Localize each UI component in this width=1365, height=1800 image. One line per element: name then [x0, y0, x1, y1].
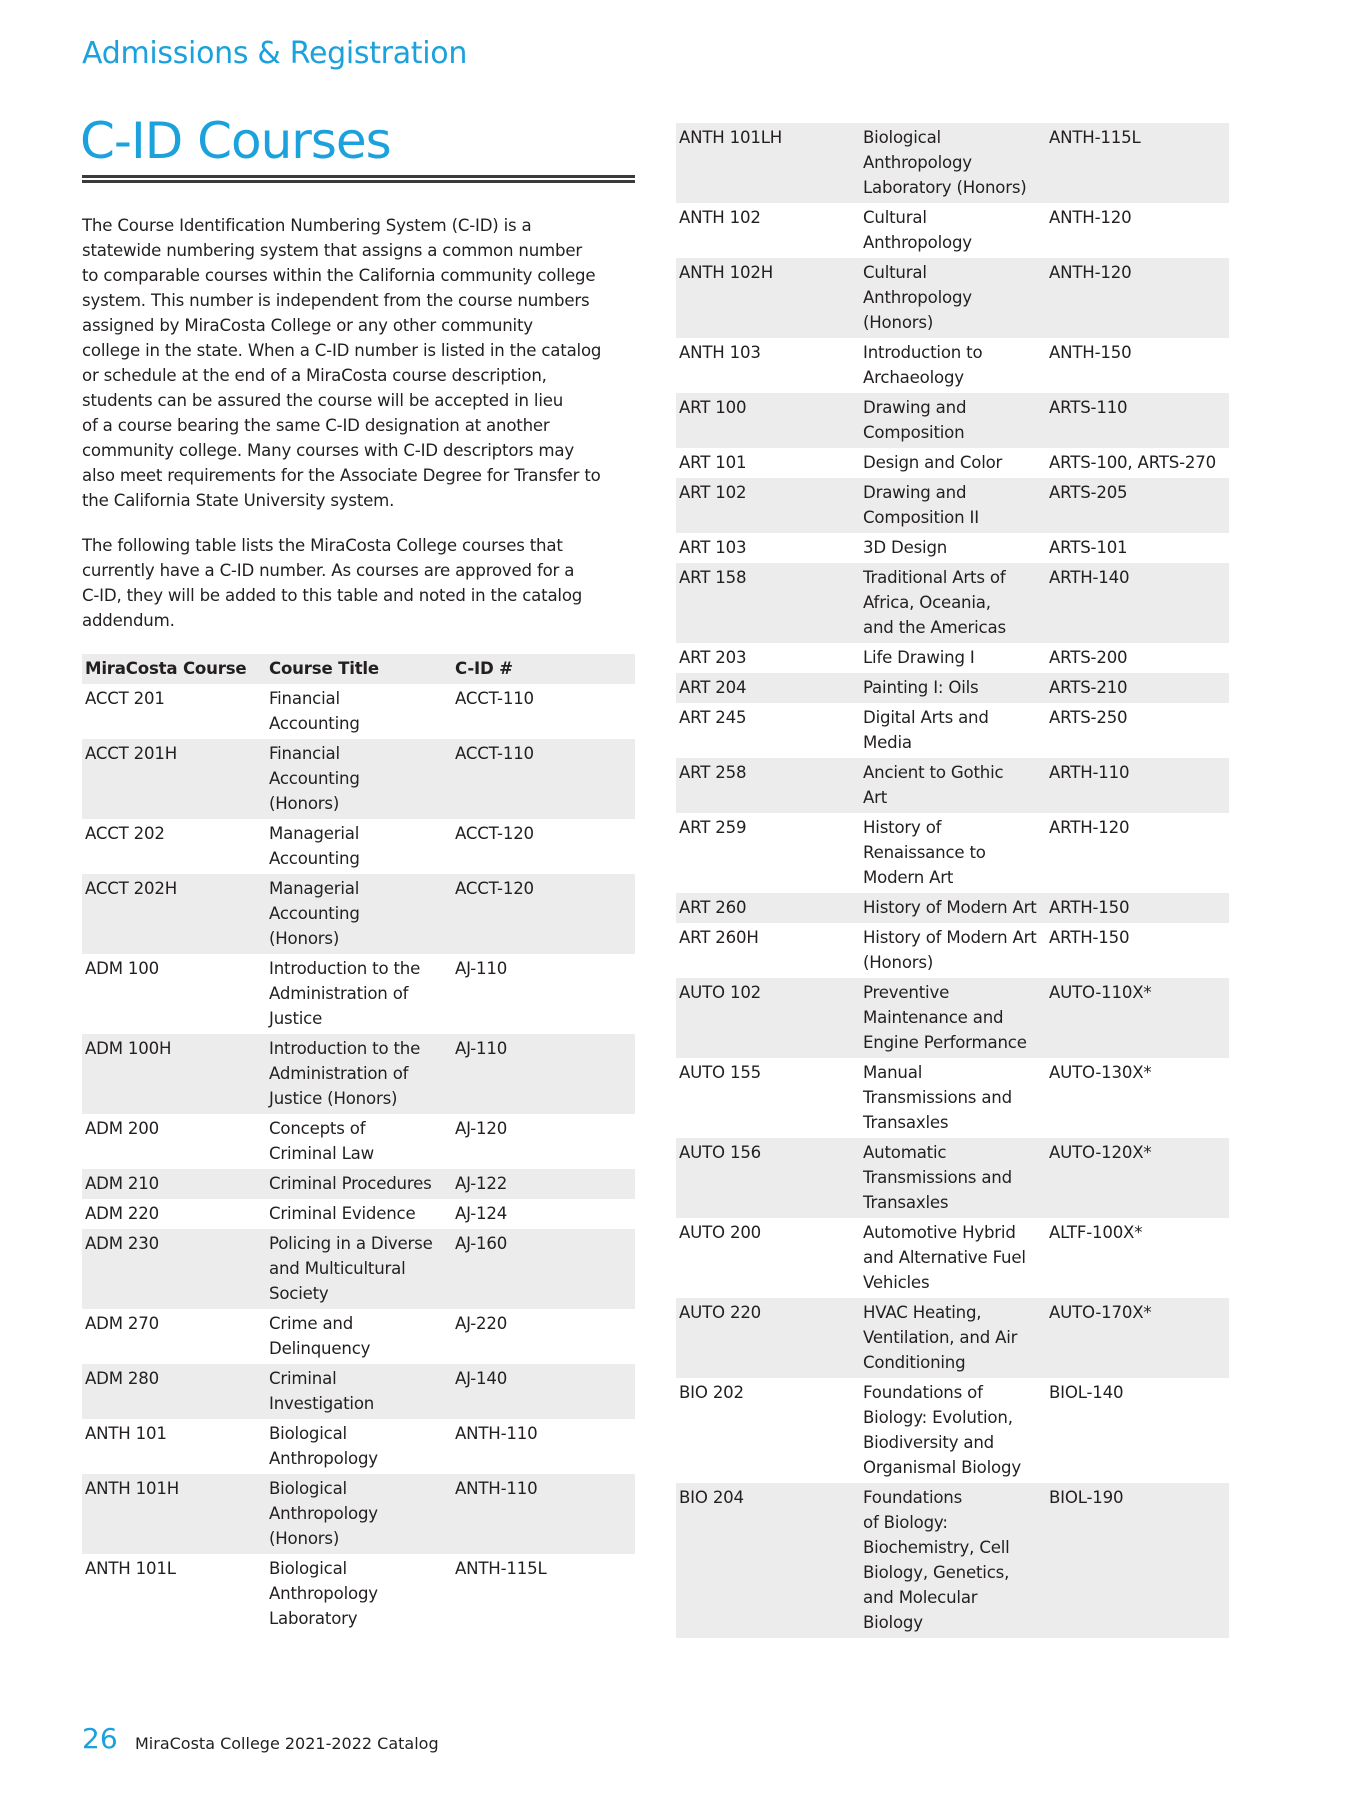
- course-code: ART 100: [679, 398, 747, 417]
- cid-number: ARTS-101: [1049, 538, 1128, 557]
- cid-number: ANTH-115L: [455, 1559, 547, 1578]
- table-row: [676, 1218, 1229, 1298]
- cid-number: ARTS-250: [1049, 708, 1128, 727]
- section-header: Admissions & Registration: [82, 36, 468, 71]
- course-code: ADM 100: [85, 959, 159, 978]
- cid-number: ANTH-110: [455, 1479, 538, 1498]
- course-code: BIO 202: [679, 1383, 744, 1402]
- cid-number: AJ-124: [455, 1204, 508, 1223]
- cid-number: ANTH-115L: [1049, 128, 1141, 147]
- table-row: [676, 1483, 1229, 1638]
- cid-number: AUTO-110X*: [1049, 983, 1152, 1002]
- course-code: ANTH 101: [85, 1424, 167, 1443]
- cid-table-right: [676, 123, 1229, 1638]
- cid-number: AJ-110: [455, 1039, 508, 1058]
- cid-number: AUTO-120X*: [1049, 1143, 1152, 1162]
- course-title: Drawing and Composition II: [863, 483, 979, 527]
- course-code: ADM 200: [85, 1119, 159, 1138]
- cid-number: ARTH-110: [1049, 763, 1130, 782]
- title-rule: [82, 180, 635, 183]
- cid-number: ANTH-120: [1049, 208, 1132, 227]
- course-title: Cultural Anthropology (Honors): [863, 263, 972, 332]
- course-title: Introduction to Archaeology: [863, 343, 983, 387]
- column-header: C-ID #: [455, 659, 513, 678]
- course-code: AUTO 220: [679, 1303, 762, 1322]
- course-code: ART 102: [679, 483, 747, 502]
- cid-number: ARTS-110: [1049, 398, 1128, 417]
- cid-number: ARTS-205: [1049, 483, 1128, 502]
- course-code: ART 260: [679, 898, 747, 917]
- cid-number: ARTS-210: [1049, 678, 1128, 697]
- course-title: Introduction to the Administration of Justice: [269, 959, 421, 1028]
- course-code: ART 260H: [679, 928, 759, 947]
- course-code: ANTH 101L: [85, 1559, 176, 1578]
- course-code: ART 204: [679, 678, 747, 697]
- column-header: MiraCosta Course: [85, 659, 247, 678]
- course-title: Drawing and Composition: [863, 398, 967, 442]
- course-title: HVAC Heating, Ventilation, and Air Conditioning: [863, 1303, 1018, 1372]
- cid-number: AJ-120: [455, 1119, 508, 1138]
- table-row: [676, 258, 1229, 338]
- course-title: Automatic Transmissions and Transaxles: [863, 1143, 1012, 1212]
- table-row: [676, 533, 1229, 563]
- cid-number: AUTO-130X*: [1049, 1063, 1152, 1082]
- cid-number: AJ-140: [455, 1369, 508, 1388]
- course-code: ADM 210: [85, 1174, 159, 1193]
- cid-number: AJ-122: [455, 1174, 508, 1193]
- course-title: Criminal Investigation: [269, 1369, 375, 1413]
- cid-number: BIOL-190: [1049, 1488, 1124, 1507]
- course-code: ACCT 201: [85, 689, 165, 708]
- cid-number: ARTH-150: [1049, 928, 1130, 947]
- course-code: ADM 100H: [85, 1039, 172, 1058]
- cid-number: AJ-110: [455, 959, 508, 978]
- table-row: [82, 684, 635, 739]
- cid-number: AJ-160: [455, 1234, 508, 1253]
- course-code: ART 245: [679, 708, 747, 727]
- table-row: [676, 673, 1229, 703]
- cid-number: ARTH-120: [1049, 818, 1130, 837]
- table-row: [676, 338, 1229, 393]
- table-row: [82, 954, 635, 1034]
- course-title: Foundations of Biology: Biochemistry, Cell Biology, Genetics, and Molecular Biology: [863, 1488, 1010, 1632]
- course-title: Ancient to Gothic Art: [863, 763, 1004, 807]
- table-row: [82, 1364, 635, 1419]
- course-title: Managerial Accounting: [269, 824, 360, 868]
- table-header-row: [82, 654, 635, 684]
- course-title: Criminal Procedures: [269, 1174, 432, 1193]
- table-row: [676, 478, 1229, 533]
- course-title: Policing in a Diverse and Multicultural Society: [269, 1234, 433, 1303]
- course-title: Biological Anthropology Laboratory: [269, 1559, 378, 1628]
- course-title: 3D Design: [863, 538, 948, 557]
- course-title: Financial Accounting: [269, 689, 360, 733]
- cid-number: ACCT-120: [455, 879, 534, 898]
- course-code: ART 158: [679, 568, 747, 587]
- table-row: [676, 563, 1229, 643]
- cid-table-left: [82, 654, 635, 1634]
- intro-paragraph: The Course Identification Numbering System (C-ID) is a statewide numbering system that assigns a common number to comparable courses within the California community college system. This number is independent from the course numbers assigned by MiraCosta College or any other community college in the state. When a C-ID number is listed in the catalog or schedule at the end of a MiraCosta course description, students can be assured the course will be accepted in lieu of a course bearing the same C-ID designation at another community college. Many courses with C-ID descriptors may also meet requirements for the Associate Degree for Transfer to the California State University system.: [82, 216, 602, 510]
- table-row: [82, 739, 635, 819]
- cid-number: ACCT-110: [455, 744, 534, 763]
- cid-number: AUTO-170X*: [1049, 1303, 1152, 1322]
- table-row: [676, 893, 1229, 923]
- course-code: AUTO 155: [679, 1063, 762, 1082]
- cid-number: ANTH-150: [1049, 343, 1132, 362]
- table-row: [676, 1058, 1229, 1138]
- table-row: [676, 203, 1229, 258]
- course-title: Life Drawing I: [863, 648, 975, 667]
- course-code: AUTO 156: [679, 1143, 762, 1162]
- course-title: Crime and Delinquency: [269, 1314, 371, 1358]
- course-title: History of Modern Art (Honors): [863, 928, 1037, 972]
- course-title: Traditional Arts of Africa, Oceania, and the Americas: [863, 568, 1006, 637]
- cid-number: ACCT-120: [455, 824, 534, 843]
- title-rule: [82, 175, 635, 178]
- course-title: Cultural Anthropology: [863, 208, 972, 252]
- table-row: [676, 123, 1229, 203]
- table-row: [676, 758, 1229, 813]
- table-row: [82, 1229, 635, 1309]
- course-code: ADM 230: [85, 1234, 159, 1253]
- course-title: Criminal Evidence: [269, 1204, 416, 1223]
- cid-number: AJ-220: [455, 1314, 508, 1333]
- cid-number: ALTF-100X*: [1049, 1223, 1143, 1242]
- course-title: Biological Anthropology (Honors): [269, 1479, 378, 1548]
- cid-number: ANTH-110: [455, 1424, 538, 1443]
- course-code: ADM 280: [85, 1369, 159, 1388]
- cid-number: ANTH-120: [1049, 263, 1132, 282]
- table-row: [82, 1034, 635, 1114]
- course-title: History of Modern Art: [863, 898, 1037, 917]
- cid-number: ACCT-110: [455, 689, 534, 708]
- table-row: [82, 1199, 635, 1229]
- course-title: Concepts of Criminal Law: [269, 1119, 374, 1163]
- cid-number: BIOL-140: [1049, 1383, 1124, 1402]
- table-row: [82, 1419, 635, 1474]
- footer-catalog: MiraCosta College 2021-2022 Catalog: [135, 1734, 439, 1753]
- column-header: Course Title: [269, 659, 379, 678]
- table-row: [676, 448, 1229, 478]
- course-code: ADM 220: [85, 1204, 159, 1223]
- page-number: 26: [82, 1722, 118, 1755]
- course-title: Introduction to the Administration of Justice (Honors): [269, 1039, 421, 1108]
- course-code: ART 103: [679, 538, 747, 557]
- table-row: [82, 1474, 635, 1554]
- table-row: [676, 923, 1229, 978]
- course-title: Manual Transmissions and Transaxles: [863, 1063, 1012, 1132]
- table-row: [676, 703, 1229, 758]
- course-code: ANTH 101H: [85, 1479, 180, 1498]
- course-code: ACCT 202: [85, 824, 165, 843]
- cid-number: ARTH-140: [1049, 568, 1130, 587]
- course-code: ACCT 202H: [85, 879, 177, 898]
- table-row: [676, 643, 1229, 673]
- cid-number: ARTS-100, ARTS-270: [1049, 453, 1216, 472]
- table-row: [82, 874, 635, 954]
- cid-number: ARTS-200: [1049, 648, 1128, 667]
- course-code: AUTO 102: [679, 983, 762, 1002]
- course-title: Automotive Hybrid and Alternative Fuel Vehicles: [863, 1223, 1026, 1292]
- table-row: [676, 813, 1229, 893]
- course-code: ART 259: [679, 818, 747, 837]
- course-title: Digital Arts and Media: [863, 708, 989, 752]
- course-code: ANTH 103: [679, 343, 761, 362]
- course-code: ART 101: [679, 453, 747, 472]
- page-title: C-ID Courses: [80, 112, 391, 170]
- course-title: Painting I: Oils: [863, 678, 979, 697]
- table-row: [676, 1298, 1229, 1378]
- course-code: AUTO 200: [679, 1223, 762, 1242]
- table-row: [676, 978, 1229, 1058]
- table-row: [82, 1169, 635, 1199]
- course-title: Foundations of Biology: Evolution, Biodiversity and Organismal Biology: [863, 1383, 1021, 1477]
- course-title: Managerial Accounting (Honors): [269, 879, 360, 948]
- course-title: Financial Accounting (Honors): [269, 744, 360, 813]
- table-row: [82, 819, 635, 874]
- course-title: Design and Color: [863, 453, 1003, 472]
- course-code: ART 203: [679, 648, 747, 667]
- intro-paragraph: The following table lists the MiraCosta College courses that currently have a C-ID number. As courses are approved for a C-ID, they will be added to this table and noted in the catalog addendum.: [82, 536, 583, 630]
- course-title: Preventive Maintenance and Engine Performance: [863, 983, 1027, 1052]
- course-code: BIO 204: [679, 1488, 744, 1507]
- course-code: ANTH 101LH: [679, 128, 783, 147]
- course-title: History of Renaissance to Modern Art: [863, 818, 986, 887]
- table-row: [82, 1309, 635, 1364]
- course-code: ADM 270: [85, 1314, 159, 1333]
- course-title: Biological Anthropology Laboratory (Honors): [863, 128, 1027, 197]
- table-row: [82, 1114, 635, 1169]
- table-row: [676, 1138, 1229, 1218]
- course-code: ART 258: [679, 763, 747, 782]
- table-row: [676, 1378, 1229, 1483]
- cid-number: ARTH-150: [1049, 898, 1130, 917]
- table-row: [676, 393, 1229, 448]
- course-code: ANTH 102: [679, 208, 761, 227]
- course-title: Biological Anthropology: [269, 1424, 378, 1468]
- course-code: ANTH 102H: [679, 263, 774, 282]
- course-code: ACCT 201H: [85, 744, 177, 763]
- table-row: [82, 1554, 635, 1634]
